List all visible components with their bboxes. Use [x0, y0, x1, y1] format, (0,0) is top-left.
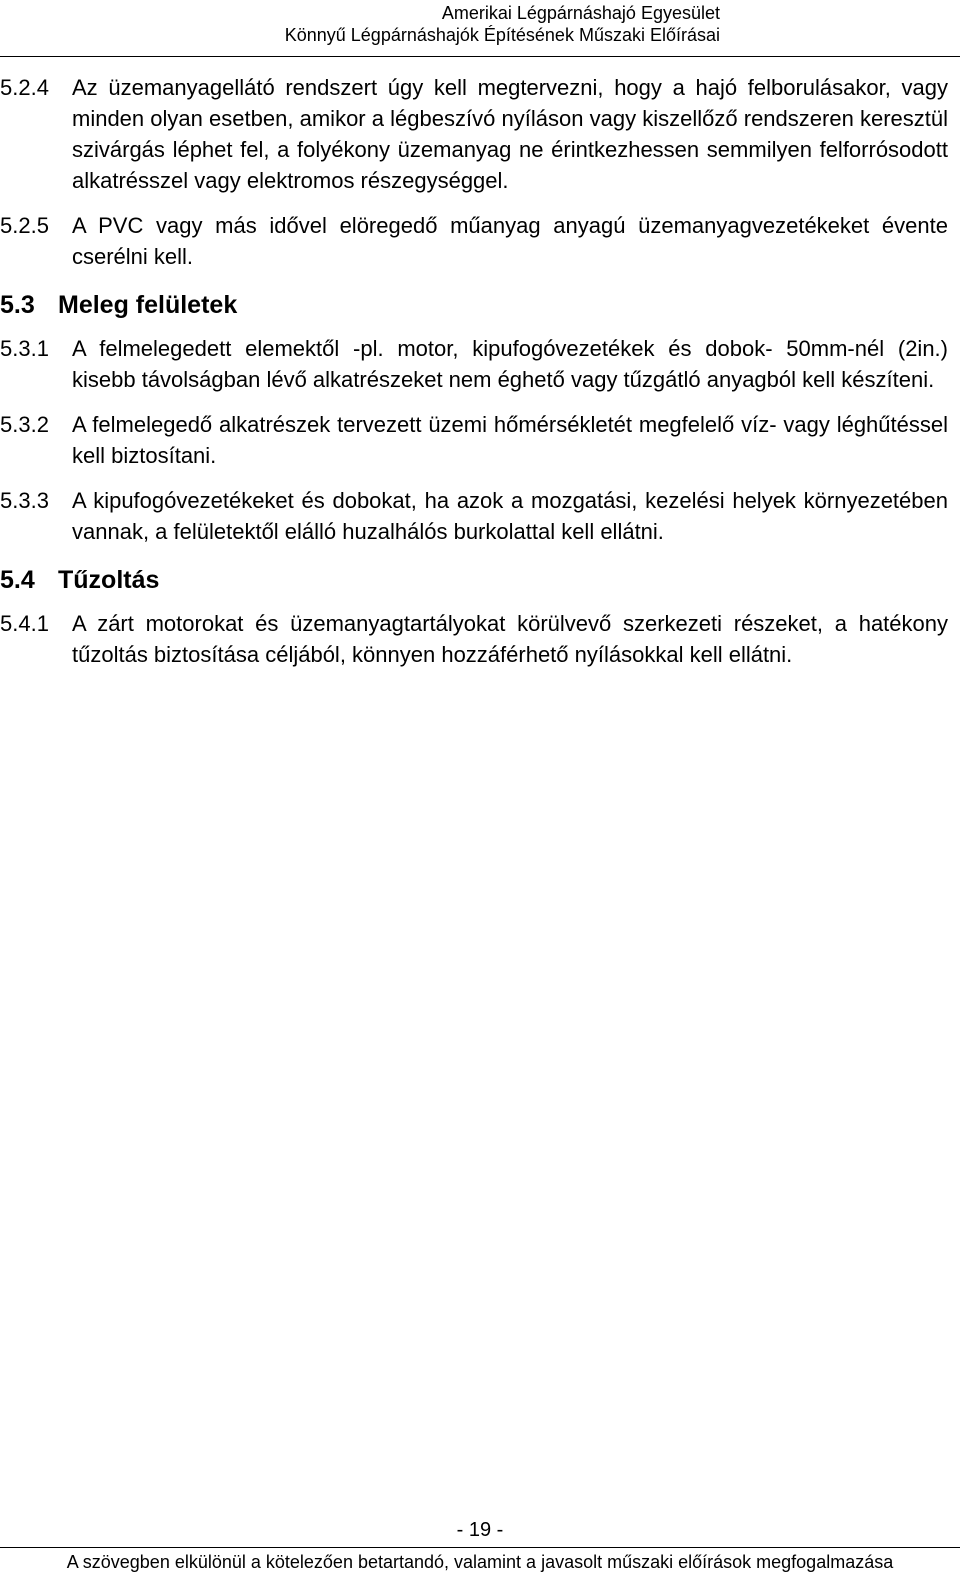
- footer-rule: [0, 1547, 960, 1548]
- paragraph-number: 5.3.1: [0, 336, 49, 361]
- paragraph-number: 5.4.1: [0, 611, 49, 636]
- paragraph-text: A felmelegedő alkatrészek tervezett üzemi hőmérsékletét megfelelő víz- vagy léghűtéssel kell biztosítani.: [72, 412, 948, 468]
- section-number: 5.4: [0, 566, 35, 594]
- paragraph-number: 5.2.5: [0, 213, 49, 238]
- section-heading-5-3: [0, 290, 948, 321]
- section-heading-5-4: [0, 565, 948, 596]
- paragraph-5-3-3: [0, 485, 948, 547]
- paragraph-number: 5.2.4: [0, 75, 49, 100]
- paragraph-5-2-4: [0, 72, 948, 196]
- paragraph-number: 5.3.2: [0, 412, 49, 437]
- section-number: 5.3: [0, 291, 35, 319]
- header-organization: Amerikai Légpárnáshajó Egyesület: [441, 3, 720, 23]
- paragraph-5-2-5: [0, 210, 948, 272]
- paragraph-number: 5.3.3: [0, 488, 49, 513]
- paragraph-text: A kipufogóvezetékeket és dobokat, ha azok a mozgatási, kezelési helyek környezetében vannak, a felületektől elálló huzalhálós burkolattal kell ellátni.: [72, 488, 948, 544]
- paragraph-text: A PVC vagy más idővel elöregedő műanyag anyagú üzemanyagvezetékeket évente cserélni kell.: [72, 213, 948, 269]
- header-rule: [0, 56, 960, 57]
- paragraph-text: A zárt motorokat és üzemanyagtartályokat körülvevő szerkezeti részeket, a hatékony tűzoltás biztosítása céljából, könnyen hozzáférhető nyílásokkal kell ellátni.: [72, 611, 948, 667]
- footer-note: A szövegben elkülönül a kötelezően betartandó, valamint a javasolt műszaki előírások megfogalmazása: [66, 1552, 894, 1572]
- paragraph-text: Az üzemanyagellátó rendszert úgy kell megtervezni, hogy a hajó felborulásakor, vagy minden olyan esetben, amikor a légbeszívó nyíláson vagy kiszellőző rendszeren keresztül szivárgás léphet fel, a folyékony üzemanyag ne érintkezhessen semmilyen felforrósodott alkatrésszel vagy elektromos részegységgel.: [72, 75, 948, 193]
- page-body: [0, 72, 948, 670]
- page-number: - 19 -: [456, 1519, 504, 1541]
- paragraph-text: A felmelegedett elemektől -pl. motor, kipufogóvezetékek és dobok- 50mm-nél (2in.) kisebb távolságban lévő alkatrészeket nem éghető vagy tűzgátló anyagból kell készíteni.: [72, 336, 948, 392]
- paragraph-5-4-1: [0, 608, 948, 670]
- section-title: Meleg felületek: [58, 291, 238, 319]
- paragraph-5-3-1: [0, 333, 948, 395]
- paragraph-5-3-2: [0, 409, 948, 471]
- header-document-title: Könnyű Légpárnáshajók Építésének Műszaki Előírásai: [284, 25, 720, 45]
- section-title: Tűzoltás: [58, 566, 160, 594]
- page-header: [220, 2, 720, 46]
